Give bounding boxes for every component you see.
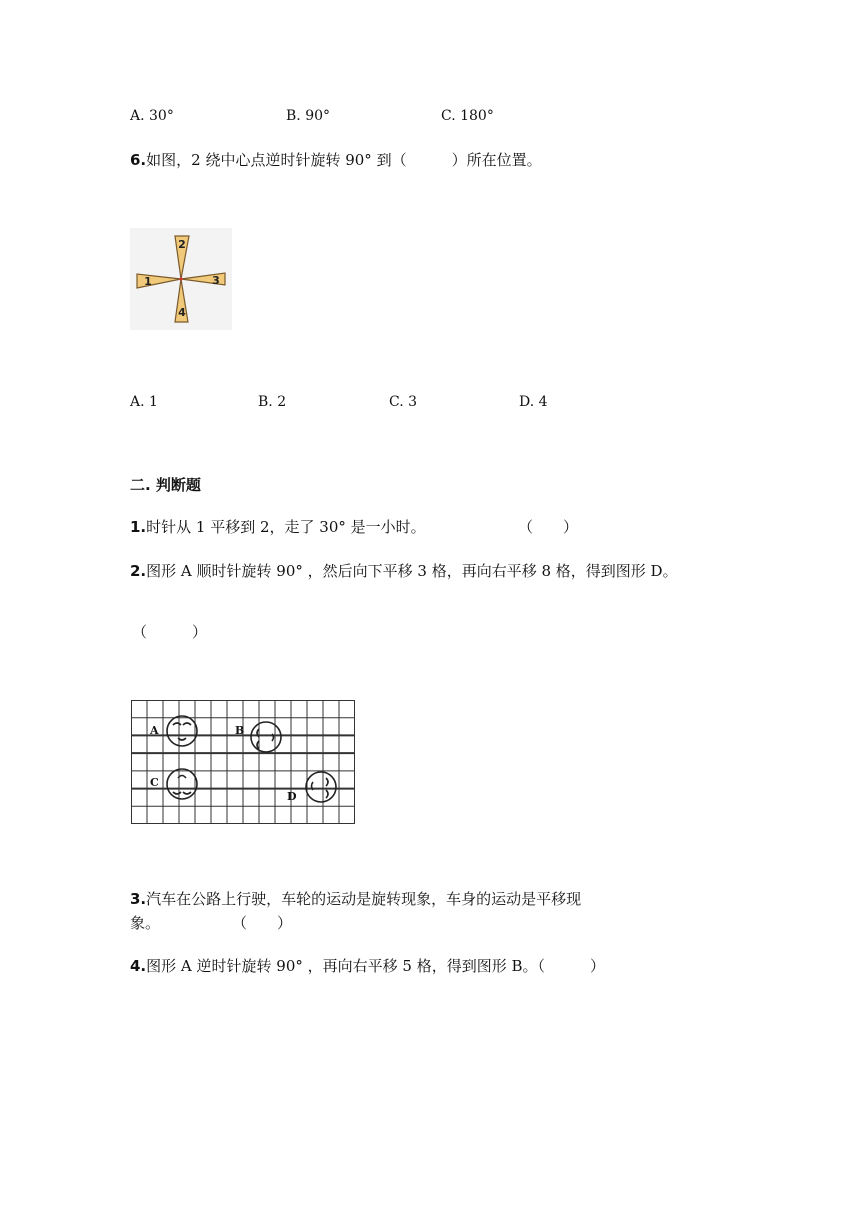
section-title: 二. 判断题	[130, 476, 201, 494]
grid-label-c: C	[150, 776, 159, 789]
judge-question-2	[130, 560, 678, 581]
question-text: 汽车在公路上行驶，车轮的运动是旋转现象，车身的运动是平移现	[146, 890, 582, 908]
answer-blank: （ ）	[132, 623, 208, 641]
center-point	[179, 277, 182, 280]
question-number: 2.	[130, 562, 147, 580]
question-number: 3.	[130, 890, 147, 908]
question-text: 图形 A 顺时针旋转 90° ，然后向下平移 3 格，再向右平移 8 格，得到图形 D。	[146, 562, 678, 580]
question-text: 图形 A 逆时针旋转 90° ，再向右平移 5 格，得到图形 B。（ ）	[146, 957, 606, 975]
cross-figure	[130, 228, 232, 330]
q5-option-c: C. 180°	[441, 108, 494, 124]
grid-label-a: A	[150, 724, 159, 737]
label-4: 4	[178, 306, 186, 319]
q5-option-a: A. 30°	[130, 108, 174, 124]
question-text: 如图，2 绕中心点逆时针旋转 90° 到（ ）所在位置。	[146, 151, 542, 169]
question-number: 1.	[130, 518, 147, 536]
question-6	[130, 149, 542, 170]
q6-option-a: A. 1	[130, 394, 158, 410]
label-3: 3	[212, 274, 220, 287]
q6-option-b: B. 2	[258, 394, 287, 410]
question-text: 时针从 1 平移到 2，走了 30° 是一小时。	[146, 518, 426, 536]
question-text: 象。	[130, 914, 161, 932]
q5-option-b: B. 90°	[286, 108, 331, 124]
judge-question-3-line2	[130, 912, 160, 933]
judge-question-3	[130, 888, 581, 909]
judge-question-1	[130, 516, 426, 537]
question-number: 6.	[130, 151, 147, 169]
answer-blank: （ ）	[232, 914, 293, 932]
grid-label-b: B	[235, 724, 245, 737]
grid-label-d: D	[287, 790, 297, 803]
grid-figure	[131, 700, 355, 824]
q6-option-c: C. 3	[389, 394, 418, 410]
q6-option-d: D. 4	[519, 394, 548, 410]
question-number: 4.	[130, 957, 147, 975]
answer-blank: （ ）	[518, 518, 579, 536]
label-1: 1	[144, 275, 152, 288]
label-2: 2	[178, 238, 186, 251]
judge-question-4	[130, 955, 605, 976]
